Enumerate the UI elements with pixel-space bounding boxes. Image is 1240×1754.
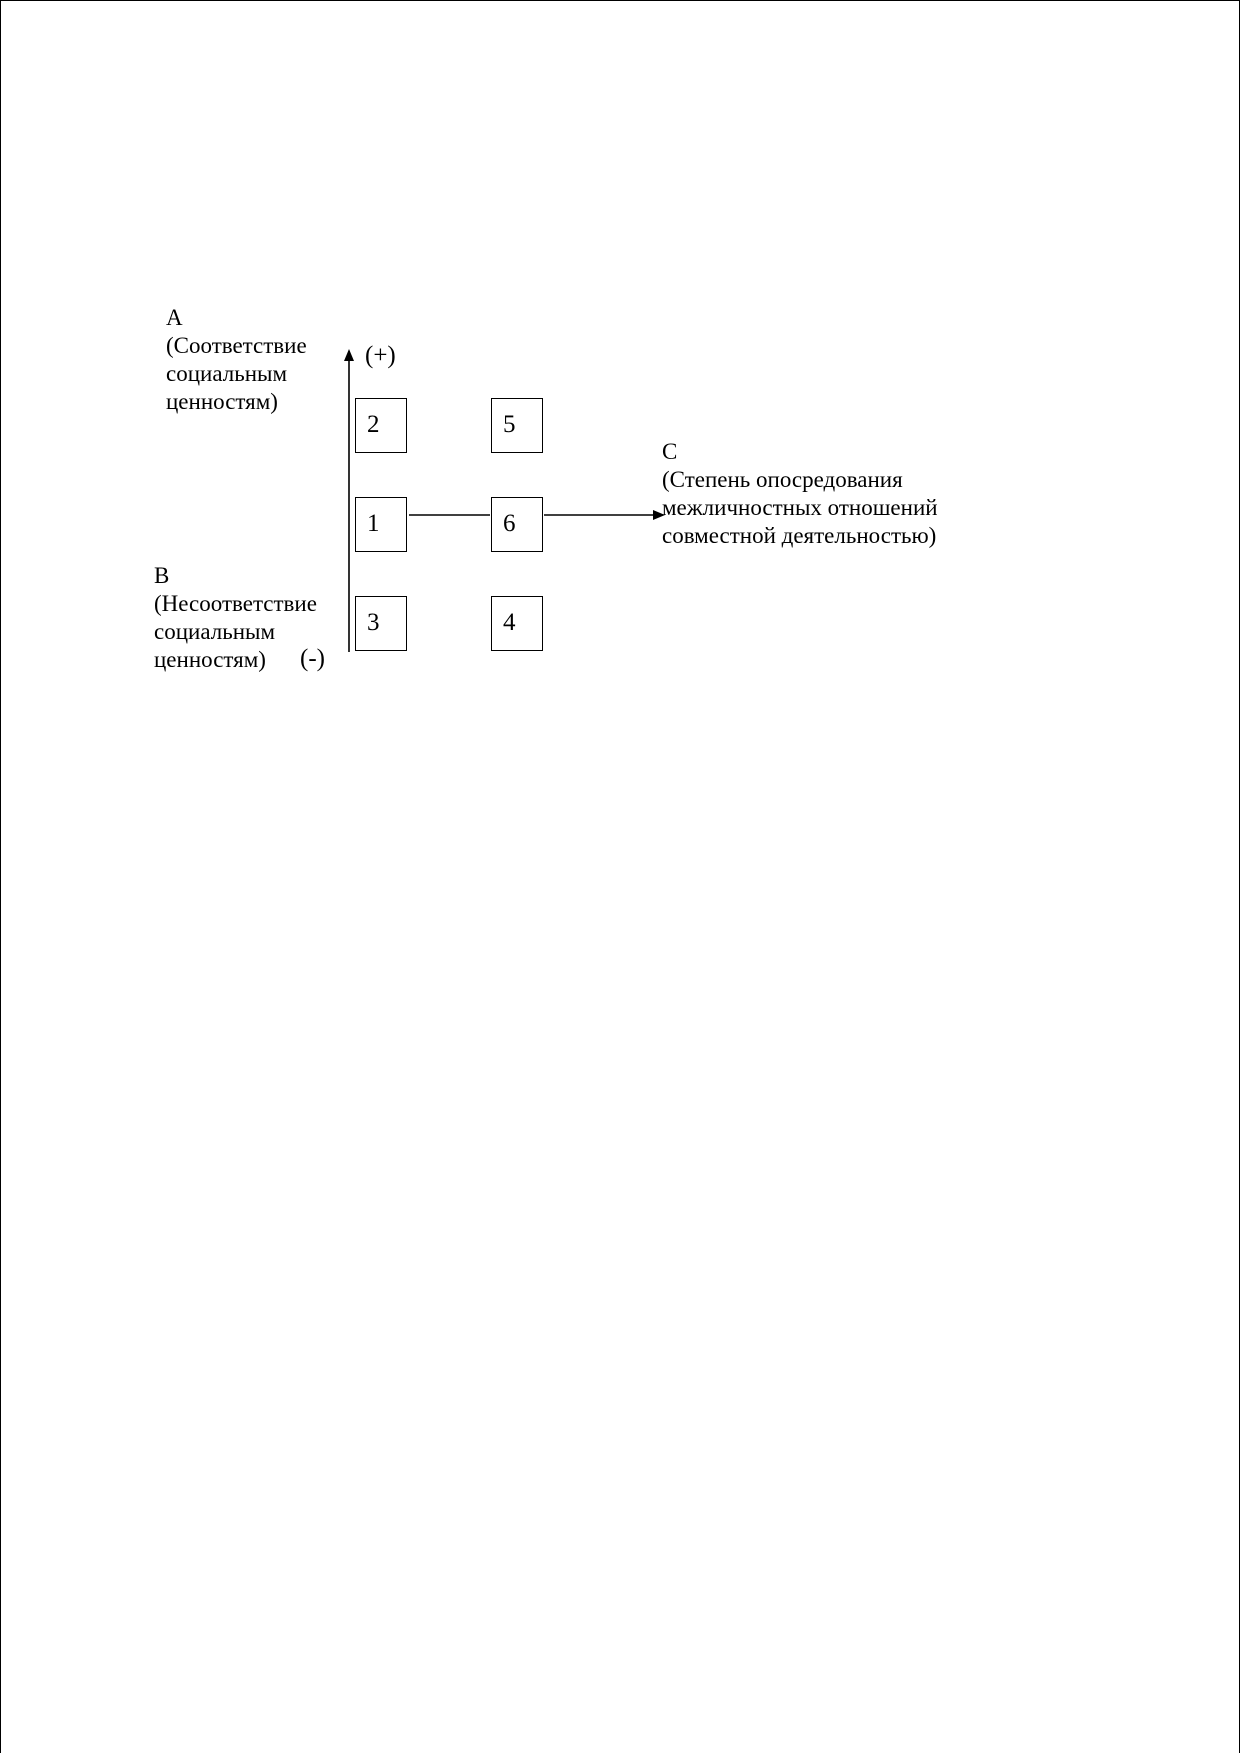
- box-2-label: 2: [367, 411, 380, 438]
- box-5-label: 5: [503, 411, 516, 438]
- minus-sign: (-): [300, 645, 325, 672]
- box-4: [491, 596, 543, 651]
- box-2: [355, 398, 407, 453]
- label-a-letter: A: [166, 305, 183, 330]
- label-c-line-3: совместной деятельностью): [662, 523, 937, 548]
- label-a-line-2: социальным: [166, 361, 288, 386]
- box-6-label: 6: [503, 510, 516, 537]
- box-5: [491, 398, 543, 453]
- label-c-line-1: (Степень опосредования: [662, 467, 903, 492]
- label-b-line-3: ценностям): [154, 647, 266, 672]
- label-c-line-2: межличностных отношений: [662, 495, 938, 520]
- box-3: [355, 596, 407, 651]
- box-1-label: 1: [367, 510, 380, 537]
- label-b-line-2: социальным: [154, 619, 276, 644]
- label-b-line-1: (Несоответствие: [154, 591, 317, 616]
- label-a-line-1: (Соответствие: [166, 333, 307, 358]
- box-6: [491, 497, 543, 552]
- box-4-label: 4: [503, 609, 516, 636]
- box-1: [355, 497, 407, 552]
- box-3-label: 3: [367, 609, 380, 636]
- label-b-letter: B: [154, 563, 170, 588]
- label-c-letter: C: [662, 439, 678, 464]
- label-a-line-3: ценностям): [166, 389, 278, 414]
- plus-sign: (+): [365, 342, 396, 369]
